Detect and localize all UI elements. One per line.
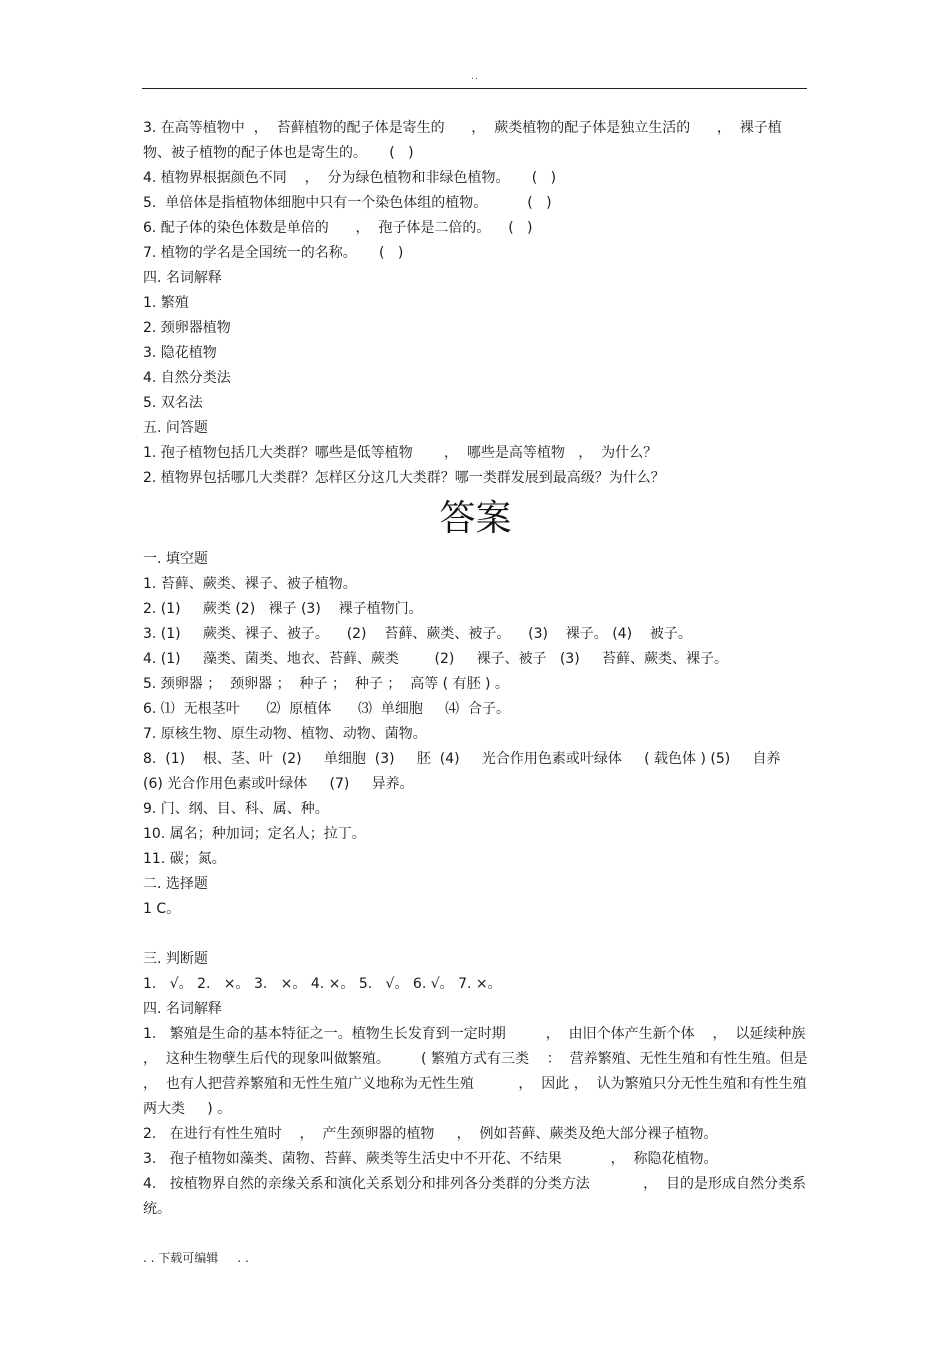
question-line: 3. 隐花植物	[143, 345, 217, 361]
section-heading: 五. 问答题	[143, 420, 208, 436]
answer-line: 4. (1) 藻类、菌类、地衣、苔藓、蕨类 (2) 裸子、被子 (3) 苔藓、蕨类、裸子。	[143, 651, 729, 667]
section-heading: 三. 判断题	[143, 951, 208, 967]
answer-line: 3. 孢子植物如藻类、菌物、苔藓、蕨类等生活史中不开花、不结果 ， 称隐花植物。	[143, 1151, 718, 1167]
question-line: 2. 颈卵器植物	[143, 320, 231, 336]
answer-line: 6. ⑴ 无根茎叶 ⑵ 原植体 ⑶ 单细胞 ⑷ 合子。	[143, 701, 511, 717]
section-heading: 一. 填空题	[143, 551, 208, 567]
question-line: 2. 植物界包括哪几大类群？怎样区分这几大类群？哪一类群发展到最高级？为什么？	[143, 470, 665, 486]
header-mark: ..	[471, 72, 479, 82]
answer-line: 1 C。	[143, 901, 181, 917]
answer-line: 2. (1) 蕨类 (2) 裸子 (3) 裸子植物门。	[143, 601, 423, 617]
answer-line: 11. 碳；氮。	[143, 851, 226, 867]
blank-line	[143, 922, 808, 947]
section-heading: 二. 选择题	[143, 876, 208, 892]
question-line: 4. 植物界根据颜色不同 ， 分为绿色植物和非绿色植物。 ( )	[143, 170, 557, 186]
answer-title: 答案	[439, 498, 512, 539]
answer-line: 4. 按植物界自然的亲缘关系和演化关系划分和排列各分类群的分类方法 ， 目的是形成自然分类系统。	[143, 1176, 807, 1217]
document-body	[143, 116, 813, 1222]
question-line: 4. 自然分类法	[143, 370, 231, 386]
question-line: 7. 植物的学名是全国统一的名称。 ( )	[143, 245, 404, 261]
question-line: 5. 双名法	[143, 395, 203, 411]
answer-line: 1. 繁殖是生命的基本特征之一。植物生长发育到一定时期 ， 由旧个体产生新个体 ， 以延续种族 ， 这种生物孽生后代的现象叫做繁殖。 ( 繁殖方式有三类 ： 营养繁殖、无性生殖和有性生殖。但是 ， 也有人把营养繁殖和无性生殖广义地称为无性生殖 ， 因此 ， 认为繁殖只分无性生殖和有性生殖两大类 ) 。	[143, 1026, 813, 1117]
answer-line: 1. √。 2. ×。 3. ×。 4. ×。 5. √。 6. √。 7. ×。	[143, 976, 502, 992]
answer-line: 8. (1) 根、茎、叶 (2) 单细胞 (3) 胚 (4) 光合作用色素或叶绿体 ( 载色体 ) (5) 自养 (6) 光合作用色素或叶绿体 (7) 异养。	[143, 751, 790, 792]
header-rule	[142, 88, 807, 89]
question-line: 1. 繁殖	[143, 295, 189, 311]
answer-line: 9. 门、纲、目、科、属、种。	[143, 801, 329, 817]
answer-line: 1. 苔藓、蕨类、裸子、被子植物。	[143, 576, 357, 592]
answer-line: 7. 原核生物、原生动物、植物、动物、菌物。	[143, 726, 427, 742]
question-line: 1. 孢子植物包括几大类群？哪些是低等植物 ， 哪些是高等植物 ， 为什么？	[143, 445, 658, 461]
question-line: 3. 在高等植物中 ， 苔藓植物的配子体是寄生的 ， 蕨类植物的配子体是独立生活的 ， 裸子植物、被子植物的配子体也是寄生的。 ( )	[143, 120, 782, 161]
section-heading: 四. 名词解释	[143, 270, 222, 286]
question-line: 6. 配子体的染色体数是单倍的 ， 孢子体是二倍的。 ( )	[143, 220, 533, 236]
answer-line: 10. 属名；种加词；定名人；拉丁。	[143, 826, 366, 842]
answers-section	[143, 547, 813, 1222]
answer-line: 2. 在进行有性生殖时 ， 产生颈卵器的植物 ， 例如苔藓、蕨类及绝大部分裸子植物。	[143, 1126, 718, 1142]
section-heading: 四. 名词解释	[143, 1001, 222, 1017]
answer-line: 5. 颈卵器 ； 颈卵器 ； 种子 ； 种子 ； 高等 ( 有胚 ) 。	[143, 676, 509, 692]
answer-line: 3. (1) 蕨类、裸子、被子。 (2) 苔藓、蕨类、被子。 (3) 裸子。 (4) 被子。	[143, 626, 692, 642]
questions-section	[143, 116, 808, 491]
question-line: 5. 单倍体是指植物体细胞中只有一个染色体组的植物。 ( )	[143, 195, 552, 211]
footer-note: . . 下载可编辑 . .	[143, 1251, 249, 1265]
